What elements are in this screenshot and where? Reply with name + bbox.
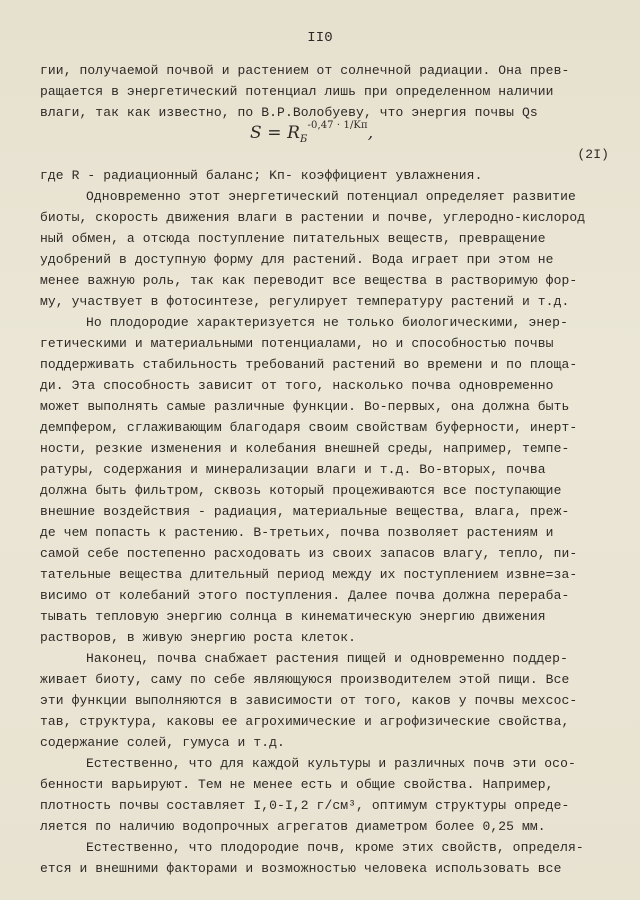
text-line: эти функции выполняются в зависимости от того, каков у почвы мехсос- bbox=[40, 693, 578, 708]
equation-number: (2I) bbox=[577, 147, 609, 162]
text-line: ности, резкие изменения и колебания внешней среды, например, темпе- bbox=[40, 441, 570, 456]
text-line: му, участвует в фотосинтезе, регулирует температуру растений и т.д. bbox=[40, 294, 570, 309]
body-text bbox=[40, 60, 609, 879]
text-line: влаги, так как известно, по В.Р.Волобуеву, что энергия почвы Qs bbox=[40, 105, 538, 120]
text-line: тав, структура, каковы ее агрохимические и агрофизические свойства, bbox=[40, 714, 570, 729]
formula-base: R bbox=[287, 123, 301, 143]
text-line: может выполнять самые различные функции. Во-первых, она должна быть bbox=[40, 399, 570, 414]
text-line: Наконец, почва снабжает растения пищей и одновременно поддер- bbox=[86, 651, 568, 666]
text-line: Но плодородие характеризуется не только биологическими, энер- bbox=[86, 315, 568, 330]
text-line: гетическими и материальными потенциалами, но и способностью почвы bbox=[40, 336, 554, 351]
text-line: ляется по наличию водопрочных агрегатов диаметром более 0,25 мм. bbox=[40, 819, 546, 834]
text-line: поддерживать стабильность требований растений во времени и по площа- bbox=[40, 357, 578, 372]
formula-trailing: , bbox=[367, 123, 374, 143]
text-line: ратуры, содержания и минерализации влаги и т.д. Во-вторых, почва bbox=[40, 462, 546, 477]
formula-base-sub: Б bbox=[300, 134, 308, 145]
text-line: ный обмен, а отсюда поступление питательных веществ, превращение bbox=[40, 231, 546, 246]
page-number: II0 bbox=[307, 30, 333, 46]
text-line: содержание солей, гумуса и т.д. bbox=[40, 735, 285, 750]
text-line: удобрений в доступную форму для растений. Вода играет при этом не bbox=[40, 252, 554, 267]
text-line: ется и внешними факторами и возможностью человека использовать все bbox=[40, 861, 562, 876]
text-line: ди. Эта способность зависит от того, насколько почва одновременно bbox=[40, 378, 554, 393]
text-line: бенности варьируют. Тем не менее есть и общие свойства. Например, bbox=[40, 777, 554, 792]
text-line: де чем попасть к растению. В-третьих, почва позволяет растениям и bbox=[40, 525, 554, 540]
formula-21 bbox=[250, 120, 374, 145]
text-line: гии, получаемой почвой и растением от солнечной радиации. Она прев- bbox=[40, 63, 570, 78]
formula-lhs: S bbox=[250, 123, 262, 143]
text-line: Естественно, что для каждой культуры и различных почв эти осо- bbox=[86, 756, 576, 771]
text-line: самой себе постепенно расходовать из своих запасов влагу, тепло, пи- bbox=[40, 546, 578, 561]
text-line: живает биоту, саму по себе являющуюся производителем этой пищи. Все bbox=[40, 672, 570, 687]
text-line: растворов, в живую энергию роста клеток. bbox=[40, 630, 357, 645]
formula-equals: = bbox=[267, 123, 282, 143]
text-line: тывать тепловую энергию солнца в кинематическую энергию движения bbox=[40, 609, 546, 624]
text-line: ращается в энергетический потенциал лишь при определенном наличии bbox=[40, 84, 554, 99]
text-line: демпфером, сглаживающим благодаря своим свойствам буферности, инерт- bbox=[40, 420, 578, 435]
text-line: тательные вещества длительный период между их поступлением извне=за- bbox=[40, 567, 578, 582]
text-line: должна быть фильтром, сквозь который процеживаются все поступающие bbox=[40, 483, 562, 498]
text-line: где R - радиационный баланс; Kп- коэффициент увлажнения. bbox=[40, 168, 483, 183]
text-line: внешние воздействия - радиация, материальные вещества, влага, преж- bbox=[40, 504, 570, 519]
formula-row bbox=[40, 120, 609, 165]
text-line: Одновременно этот энергетический потенциал определяет развитие bbox=[86, 189, 576, 204]
text-line: плотность почвы составляет I,0-I,2 г/см³, оптимум структуры опреде- bbox=[40, 798, 570, 813]
formula-exponent: -0,47 · 1/Kп bbox=[307, 120, 368, 131]
text-line: менее важную роль, так как переводит все вещества в растворимую фор- bbox=[40, 273, 578, 288]
text-line: Естественно, что плодородие почв, кроме этих свойств, определя- bbox=[86, 840, 584, 855]
text-line: висимо от колебаний этого поступления. Далее почва должна перераба- bbox=[40, 588, 570, 603]
text-line: биоты, скорость движения влаги в растении и почве, углеродно-кислород bbox=[40, 210, 586, 225]
